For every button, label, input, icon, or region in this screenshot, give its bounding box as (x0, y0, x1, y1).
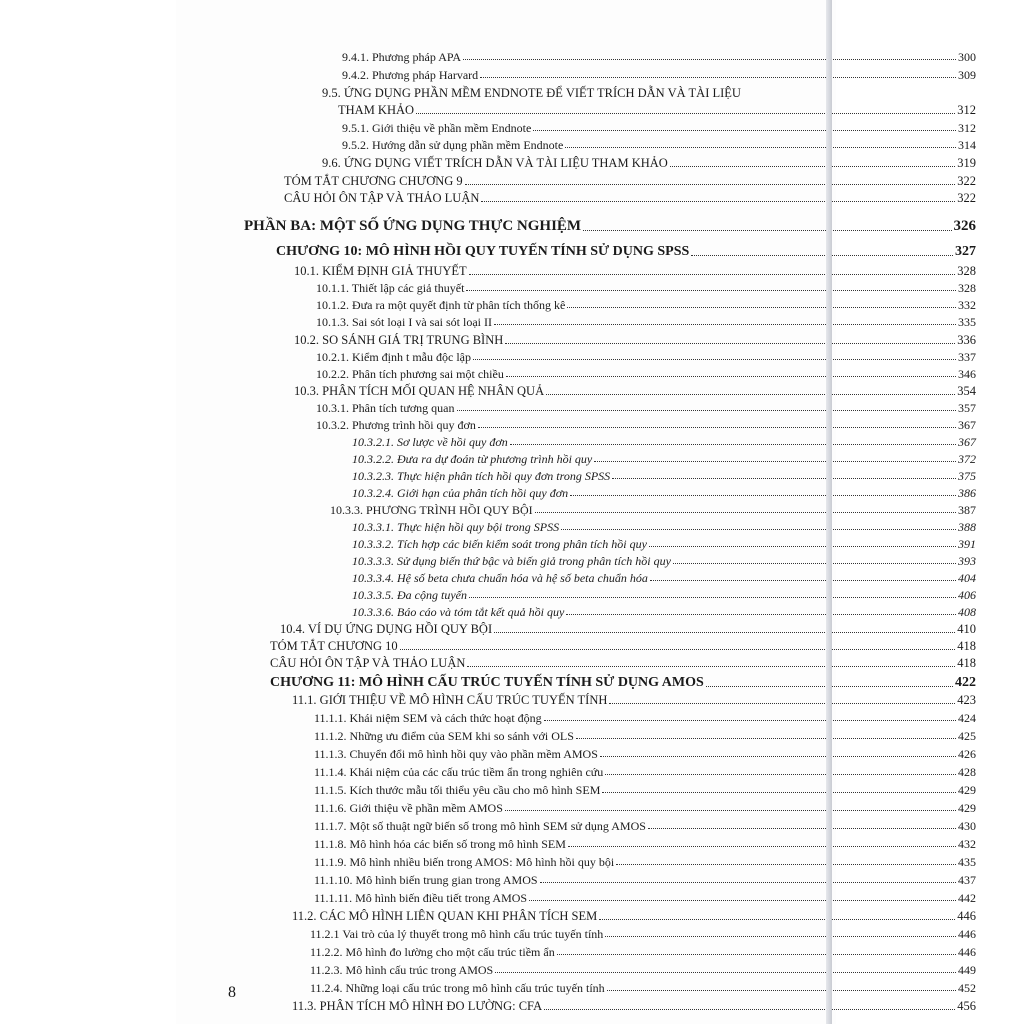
toc-entry-label: 10.3.3. PHƯƠNG TRÌNH HỒI QUY BỘI (330, 503, 533, 517)
toc-entry-page: 404 (958, 571, 976, 585)
toc-entry-label: 11.3. PHÂN TÍCH MÔ HÌNH ĐO LƯỜNG: CFA (292, 999, 543, 1013)
dot-leader (481, 201, 955, 202)
toc-entry (352, 589, 976, 601)
toc-entry-label: 10.3.3.3. Sử dụng biến thứ bậc và biến giả trong phân tích hồi quy (352, 554, 671, 568)
toc-entry-label: 10.3.2.2. Đưa ra dự đoán từ phương trình hồi quy (352, 452, 593, 466)
toc-entry (310, 946, 976, 958)
toc-entry (330, 504, 976, 516)
toc-entry-page: 332 (958, 298, 976, 312)
dot-leader (416, 113, 955, 114)
toc-entry-label: 11.1.4. Khái niệm của các cấu trúc tiềm ẩn trong nghiên cứu (314, 765, 604, 779)
toc-entry-page: 375 (958, 469, 976, 483)
toc-entry-page: 319 (957, 156, 976, 170)
dot-leader (540, 882, 956, 883)
toc-entry-label: 9.4.2. Phương pháp Harvard (342, 68, 479, 82)
toc-entry-label: PHẦN BA: MỘT SỐ ỨNG DỤNG THỰC NGHIỆM (244, 218, 582, 234)
toc-entry-page: 430 (958, 819, 976, 833)
toc-entry-label: TÓM TẮT CHƯƠNG CHƯƠNG 9 (284, 174, 463, 188)
toc-entry-page: 326 (953, 218, 976, 234)
toc-entry-page: 357 (958, 401, 976, 415)
toc-entry-label: 10.2.1. Kiểm định t mẫu độc lập (316, 350, 471, 364)
toc-entry (310, 982, 976, 994)
toc-entry-label: 10.3.3.5. Đa cộng tuyến (352, 588, 467, 602)
toc-entry (316, 351, 976, 363)
toc-entry-page: 300 (958, 50, 976, 64)
dot-leader (546, 394, 955, 395)
toc-entry-label: CHƯƠNG 11: MÔ HÌNH CẤU TRÚC TUYẾN TÍNH SỬ DỤNG AMOS (270, 675, 704, 690)
dot-leader (561, 529, 956, 530)
toc-entry-page: 327 (955, 244, 976, 259)
toc-entry-label: 10.3.2.3. Thực hiện phân tích hồi quy đơn trong SPSS (352, 469, 611, 483)
dot-leader (506, 376, 956, 377)
toc-entry-page: 314 (958, 138, 976, 152)
dot-leader (649, 546, 956, 547)
toc-entry-label: 11.2.3. Mô hình cấu trúc trong AMOS (310, 963, 494, 977)
toc-entry-page: 428 (958, 765, 976, 779)
toc-entry (316, 282, 976, 294)
toc-entry (342, 69, 976, 81)
toc-entry-label: 11.1.10. Mô hình biến trung gian trong AMOS (314, 873, 538, 887)
toc-entry-page: 367 (958, 418, 976, 432)
dot-leader (469, 597, 956, 598)
toc-entry-page: 424 (958, 711, 976, 725)
toc-entry-label: 11.1.8. Mô hình hóa các biến số trong mô hình SEM (314, 837, 566, 851)
toc-entry (316, 316, 976, 328)
toc-entry (322, 157, 976, 170)
dot-leader (557, 954, 956, 955)
toc-entry-page: 391 (958, 537, 976, 551)
dot-leader (469, 274, 956, 275)
dot-leader (602, 792, 956, 793)
dot-leader (535, 512, 956, 513)
toc-entry-label: 11.1.5. Kích thước mẫu tối thiểu yêu cầu cho mô hình SEM (314, 783, 601, 797)
toc-entry-page: 393 (958, 554, 976, 568)
dot-leader (510, 444, 956, 445)
toc-entry-label: 9.5.2. Hướng dẫn sử dụng phần mềm Endnote (342, 138, 564, 152)
dot-leader (673, 563, 956, 564)
toc-entry (352, 521, 976, 533)
toc-entry (322, 87, 976, 100)
dot-leader (529, 900, 956, 901)
toc-entry-page: 423 (957, 693, 976, 707)
dot-leader (605, 936, 956, 937)
toc-entry (314, 838, 976, 850)
table-of-contents (176, 0, 976, 1024)
toc-entry (338, 104, 976, 117)
toc-entry (292, 694, 976, 707)
toc-entry-label: 11.1.9. Mô hình nhiều biến trong AMOS: Mô hình hồi quy bội (314, 855, 615, 869)
toc-entry-page: 386 (958, 486, 976, 500)
toc-entry-label: CÂU HỎI ÔN TẬP VÀ THẢO LUẬN (284, 191, 480, 205)
toc-entry-page: 335 (958, 315, 976, 329)
dot-leader (457, 410, 956, 411)
toc-entry (352, 436, 976, 448)
dot-leader (505, 343, 955, 344)
dot-leader (465, 184, 956, 185)
dot-leader (480, 77, 956, 78)
dot-leader (494, 324, 956, 325)
toc-entry-label: 10.1.2. Đưa ra một quyết định từ phân tích thống kê (316, 298, 566, 312)
dot-leader (495, 972, 956, 973)
toc-entry-label: 10.1. KIỂM ĐỊNH GIẢ THUYẾT (294, 264, 467, 278)
toc-entry-label: 11.1.3. Chuyển đổi mô hình hồi quy vào phần mềm AMOS (314, 747, 598, 761)
toc-entry (352, 453, 976, 465)
toc-entry (294, 334, 976, 347)
dot-leader (568, 846, 956, 847)
toc-entry-page: 387 (958, 503, 976, 517)
toc-entry-page: 388 (958, 520, 976, 534)
dot-leader (567, 307, 956, 308)
toc-entry-page: 312 (958, 121, 976, 135)
toc-entry-label: 10.1.1. Thiết lập các giả thuyết (316, 281, 465, 295)
dot-leader (505, 810, 956, 811)
toc-entry (294, 385, 976, 398)
toc-entry (316, 299, 976, 311)
toc-entry-page: 425 (958, 729, 976, 743)
toc-entry-page: 309 (958, 68, 976, 82)
dot-leader (594, 461, 956, 462)
toc-entry (314, 712, 976, 724)
toc-entry-label: 10.1.3. Sai sót loại I và sai sót loại II (316, 315, 492, 329)
dot-leader (565, 147, 956, 148)
toc-entry (310, 928, 976, 940)
toc-entry-page: 322 (957, 174, 976, 188)
toc-entry-page: 354 (957, 384, 976, 398)
toc-entry-label: 9.4.1. Phương pháp APA (342, 50, 462, 64)
dot-leader (478, 427, 956, 428)
dot-leader (650, 580, 956, 581)
toc-entry-label: THAM KHẢO (338, 103, 415, 117)
toc-entry-page: 328 (958, 281, 976, 295)
toc-entry-label: 10.3.1. Phân tích tương quan (316, 401, 455, 415)
toc-entry-page: 336 (957, 333, 976, 347)
dot-leader (494, 632, 955, 633)
toc-entry-label: 11.2.4. Những loại cấu trúc trong mô hình cấu trúc tuyến tính (310, 981, 605, 995)
toc-entry-label: CHƯƠNG 10: MÔ HÌNH HỒI QUY TUYẾN TÍNH SỬ DỤNG SPSS (276, 244, 690, 259)
dot-leader (466, 290, 956, 291)
dot-leader (400, 649, 956, 650)
dot-leader (473, 359, 956, 360)
toc-entry-label: 10.4. VÍ DỤ ỨNG DỤNG HỒI QUY BỘI (280, 622, 493, 636)
toc-entry-page: 429 (958, 783, 976, 797)
toc-chapter-heading (276, 245, 976, 259)
dot-leader (612, 478, 956, 479)
toc-entry-label: 10.2. SO SÁNH GIÁ TRỊ TRUNG BÌNH (294, 333, 504, 347)
page-number: 8 (228, 984, 236, 1001)
toc-entry (270, 640, 976, 653)
toc-entry-page: 426 (958, 747, 976, 761)
toc-entry (352, 487, 976, 499)
toc-entry (316, 368, 976, 380)
dot-leader (566, 614, 956, 615)
toc-entry-label: 10.3.2.4. Giới hạn của phân tích hồi quy đơn (352, 486, 569, 500)
toc-entry (342, 122, 976, 134)
toc-entry-label: 10.3.2. Phương trình hồi quy đơn (316, 418, 476, 432)
toc-entry-page: 449 (958, 963, 976, 977)
toc-entry-label: 10.3.3.4. Hệ số beta chưa chuẩn hóa và hệ số beta chuẩn hóa (352, 571, 648, 585)
dot-leader (467, 666, 955, 667)
toc-entry (314, 820, 976, 832)
toc-entry-page: 446 (958, 945, 976, 959)
toc-entry-page: 446 (958, 927, 976, 941)
toc-entry-label: 11.2.1 Vai trò của lý thuyết trong mô hình cấu trúc tuyến tính (310, 927, 604, 941)
toc-entry (314, 784, 976, 796)
toc-entry-page: 367 (958, 435, 976, 449)
toc-entry-page: 322 (957, 191, 976, 205)
dot-leader (616, 864, 956, 865)
toc-entry-page: 312 (957, 103, 976, 117)
toc-entry-page: 422 (955, 675, 976, 690)
toc-entry (352, 470, 976, 482)
toc-entry-label: 10.3.3.6. Báo cáo và tóm tắt kết quả hồi quy (352, 605, 565, 619)
toc-part-heading (244, 219, 976, 234)
toc-entry-page: 408 (958, 605, 976, 619)
toc-entry-label: 10.2.2. Phân tích phương sai một chiều (316, 367, 504, 381)
toc-entry (314, 766, 976, 778)
toc-entry (280, 623, 976, 636)
toc-entry (316, 419, 976, 431)
toc-entry-label: 11.1.2. Những ưu điểm của SEM khi so sánh với OLS (314, 729, 574, 743)
dot-leader (670, 166, 955, 167)
toc-entry-label: TÓM TẮT CHƯƠNG 10 (270, 639, 398, 653)
toc-entry (314, 874, 976, 886)
toc-entry-page: 452 (958, 981, 976, 995)
toc-entry (310, 964, 976, 976)
toc-entry (342, 139, 976, 151)
dot-leader (605, 774, 956, 775)
dot-leader (544, 1009, 955, 1010)
dot-leader (583, 230, 951, 231)
toc-entry (352, 555, 976, 567)
dot-leader (544, 720, 956, 721)
toc-entry (270, 657, 976, 670)
toc-entry-page: 435 (958, 855, 976, 869)
toc-entry (314, 748, 976, 760)
toc-entry-page: 429 (958, 801, 976, 815)
toc-entry (314, 856, 976, 868)
toc-entry-page: 406 (958, 588, 976, 602)
toc-entry (352, 606, 976, 618)
toc-entry (294, 265, 976, 278)
toc-entry-page: 410 (957, 622, 976, 636)
toc-entry-label: 11.2.2. Mô hình đo lường cho một cấu trúc tiềm ẩn (310, 945, 555, 959)
toc-entry-label: 11.1.1. Khái niệm SEM và cách thức hoạt động (314, 711, 542, 725)
toc-entry-page: 418 (957, 656, 976, 670)
toc-entry-label: 9.5.1. Giới thiệu về phần mềm Endnote (342, 121, 532, 135)
toc-entry-label: 10.3. PHÂN TÍCH MỐI QUAN HỆ NHÂN QUẢ (294, 384, 545, 398)
toc-entry-page: 446 (957, 909, 976, 923)
page-edge-shadow (826, 0, 832, 1024)
toc-entry (352, 572, 976, 584)
toc-entry-page: 456 (957, 999, 976, 1013)
toc-entry-page: 442 (958, 891, 976, 905)
dot-leader (600, 756, 956, 757)
dot-leader (599, 919, 955, 920)
dot-leader (533, 130, 956, 131)
toc-entry-page: 337 (958, 350, 976, 364)
toc-entry (292, 910, 976, 923)
toc-entry-label: 11.1. GIỚI THIỆU VỀ MÔ HÌNH CẤU TRÚC TUYẾN TÍNH (292, 693, 608, 707)
dot-leader (648, 828, 956, 829)
toc-entry (284, 175, 976, 188)
toc-entry (314, 730, 976, 742)
toc-entry-label: 10.3.3.1. Thực hiện hồi quy bội trong SPSS (352, 520, 560, 534)
toc-entry (314, 802, 976, 814)
toc-entry-label: 11.1.7. Một số thuật ngữ biến số trong mô hình SEM sử dụng AMOS (314, 819, 646, 833)
toc-entry (314, 892, 976, 904)
dot-leader (607, 990, 956, 991)
toc-entry (284, 192, 976, 205)
toc-entry (292, 1000, 976, 1013)
toc-entry-page: 372 (958, 452, 976, 466)
dot-leader (609, 703, 955, 704)
dot-leader (570, 495, 956, 496)
dot-leader (463, 59, 956, 60)
dot-leader (576, 738, 956, 739)
toc-entry (342, 51, 976, 63)
toc-chapter-heading (270, 676, 976, 690)
toc-entry-label: 10.3.2.1. Sơ lược về hồi quy đơn (352, 435, 508, 449)
toc-entry-label: CÂU HỎI ÔN TẬP VÀ THẢO LUẬN (270, 656, 466, 670)
toc-entry (352, 538, 976, 550)
toc-entry-page: 437 (958, 873, 976, 887)
toc-entry-label: 9.5. ỨNG DỤNG PHẦN MỀM ENDNOTE ĐỂ VIẾT TRÍCH DẪN VÀ TÀI LIỆU (322, 86, 741, 100)
toc-entry-page: 432 (958, 837, 976, 851)
toc-entry-label: 11.1.6. Giới thiệu về phần mềm AMOS (314, 801, 503, 815)
toc-entry-page: 346 (958, 367, 976, 381)
toc-entry-label: 10.3.3.2. Tích hợp các biến kiểm soát trong phân tích hồi quy (352, 537, 647, 551)
toc-entry (316, 402, 976, 414)
toc-entry-page: 328 (957, 264, 976, 278)
toc-entry-label: 9.6. ỨNG DỤNG VIẾT TRÍCH DẪN VÀ TÀI LIỆU THAM KHẢO (322, 156, 668, 170)
toc-entry-label: 11.2. CÁC MÔ HÌNH LIÊN QUAN KHI PHÂN TÍCH SEM (292, 909, 598, 923)
book-page (176, 0, 976, 1024)
toc-entry-label: 11.1.11. Mô hình biến điều tiết trong AMOS (314, 891, 528, 905)
dot-leader (691, 255, 953, 256)
toc-entry-page: 418 (957, 639, 976, 653)
